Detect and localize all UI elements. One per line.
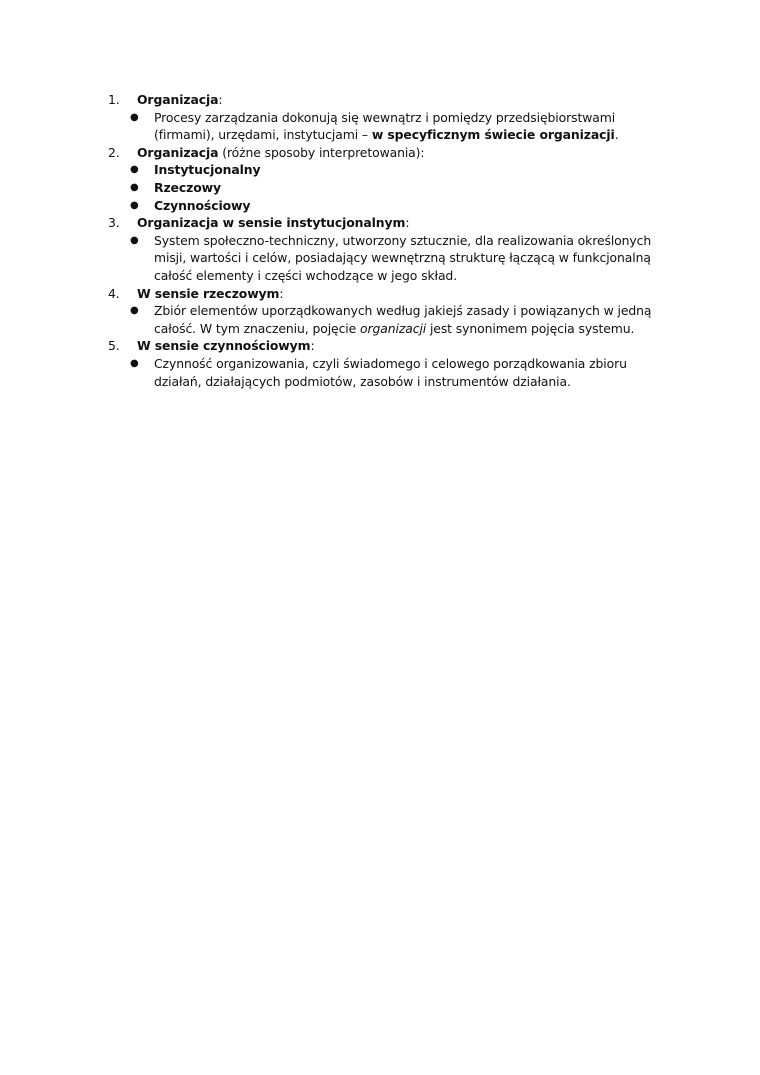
item-heading: Organizacja <box>137 144 219 160</box>
item-heading-suffix: : <box>405 215 410 231</box>
bullet-icon: ● <box>130 164 139 176</box>
bullet-icon: ● <box>130 111 139 123</box>
bullet-text-end: jest synonimem pojęcia systemu. <box>426 320 635 336</box>
bullet-text-bold: Rzeczowy <box>154 179 221 195</box>
item-heading: Organizacja w sensie instytucjonalnym <box>137 215 406 231</box>
bullet-icon: ● <box>130 234 139 246</box>
bullet-icon: ● <box>130 199 139 211</box>
sub-bullet <box>108 302 668 337</box>
item-number: 5. <box>108 338 120 354</box>
bullet-icon: ● <box>130 181 139 193</box>
item-heading: W sensie rzeczowym <box>137 285 280 301</box>
item-number: 4. <box>108 285 120 301</box>
sub-bullet <box>108 232 668 285</box>
list-item-2 <box>108 144 668 162</box>
bullet-text: Czynność organizowania, czyli świadomego i celowego porządkowania zbioru działań, działających podmiotów, zasobów i instrumentów działania. <box>154 355 627 389</box>
bullet-text-italic: organizacji <box>360 320 427 336</box>
bullet-text-end: . <box>614 127 619 143</box>
item-number: 2. <box>108 144 120 160</box>
bullet-icon: ● <box>130 357 139 369</box>
item-number: 3. <box>108 215 120 231</box>
list-item-1 <box>108 91 668 109</box>
item-heading: Organizacja <box>137 92 219 107</box>
bullet-text: System społeczno-techniczny, utworzony sztucznie, dla realizowania określonych misji, wartości i celów, posiadający wewnętrzną strukturę łączącą w funkcjonalną całość elementy i części wchodzące w jego skład. <box>154 232 652 283</box>
sub-bullet <box>108 109 668 144</box>
bullet-text-bold: Czynnościowy <box>154 197 251 213</box>
bullet-text: Procesy zarządzania dokonują się wewnątrz i pomiędzy przedsiębiorstwami (firmami), urzędami, instytucjami – <box>154 109 616 143</box>
item-heading-suffix: (różne sposoby interpretowania): <box>218 144 425 160</box>
item-heading: W sensie czynnościowym <box>137 338 311 354</box>
sub-bullet <box>108 355 668 390</box>
list-item-4 <box>108 285 668 303</box>
list-item-5 <box>108 337 668 355</box>
bullet-text-bold: w specyficznym świecie organizacji <box>371 127 615 143</box>
item-heading-suffix: : <box>310 338 315 354</box>
list-item-3 <box>108 214 668 232</box>
sub-bullet <box>108 161 668 179</box>
bullet-text: Zbiór elementów uporządkowanych według jakiejś zasady i powiązanych w jedną całość. W tym znaczeniu, pojęcie <box>154 303 652 336</box>
item-heading-suffix: : <box>218 92 223 107</box>
sub-bullet <box>108 179 668 197</box>
bullet-text-bold: Instytucjonalny <box>154 162 261 178</box>
item-number: 1. <box>108 92 120 107</box>
item-heading-suffix: : <box>279 285 284 301</box>
numbered-list <box>108 91 668 390</box>
sub-bullet <box>108 197 668 215</box>
bullet-icon: ● <box>130 305 139 317</box>
